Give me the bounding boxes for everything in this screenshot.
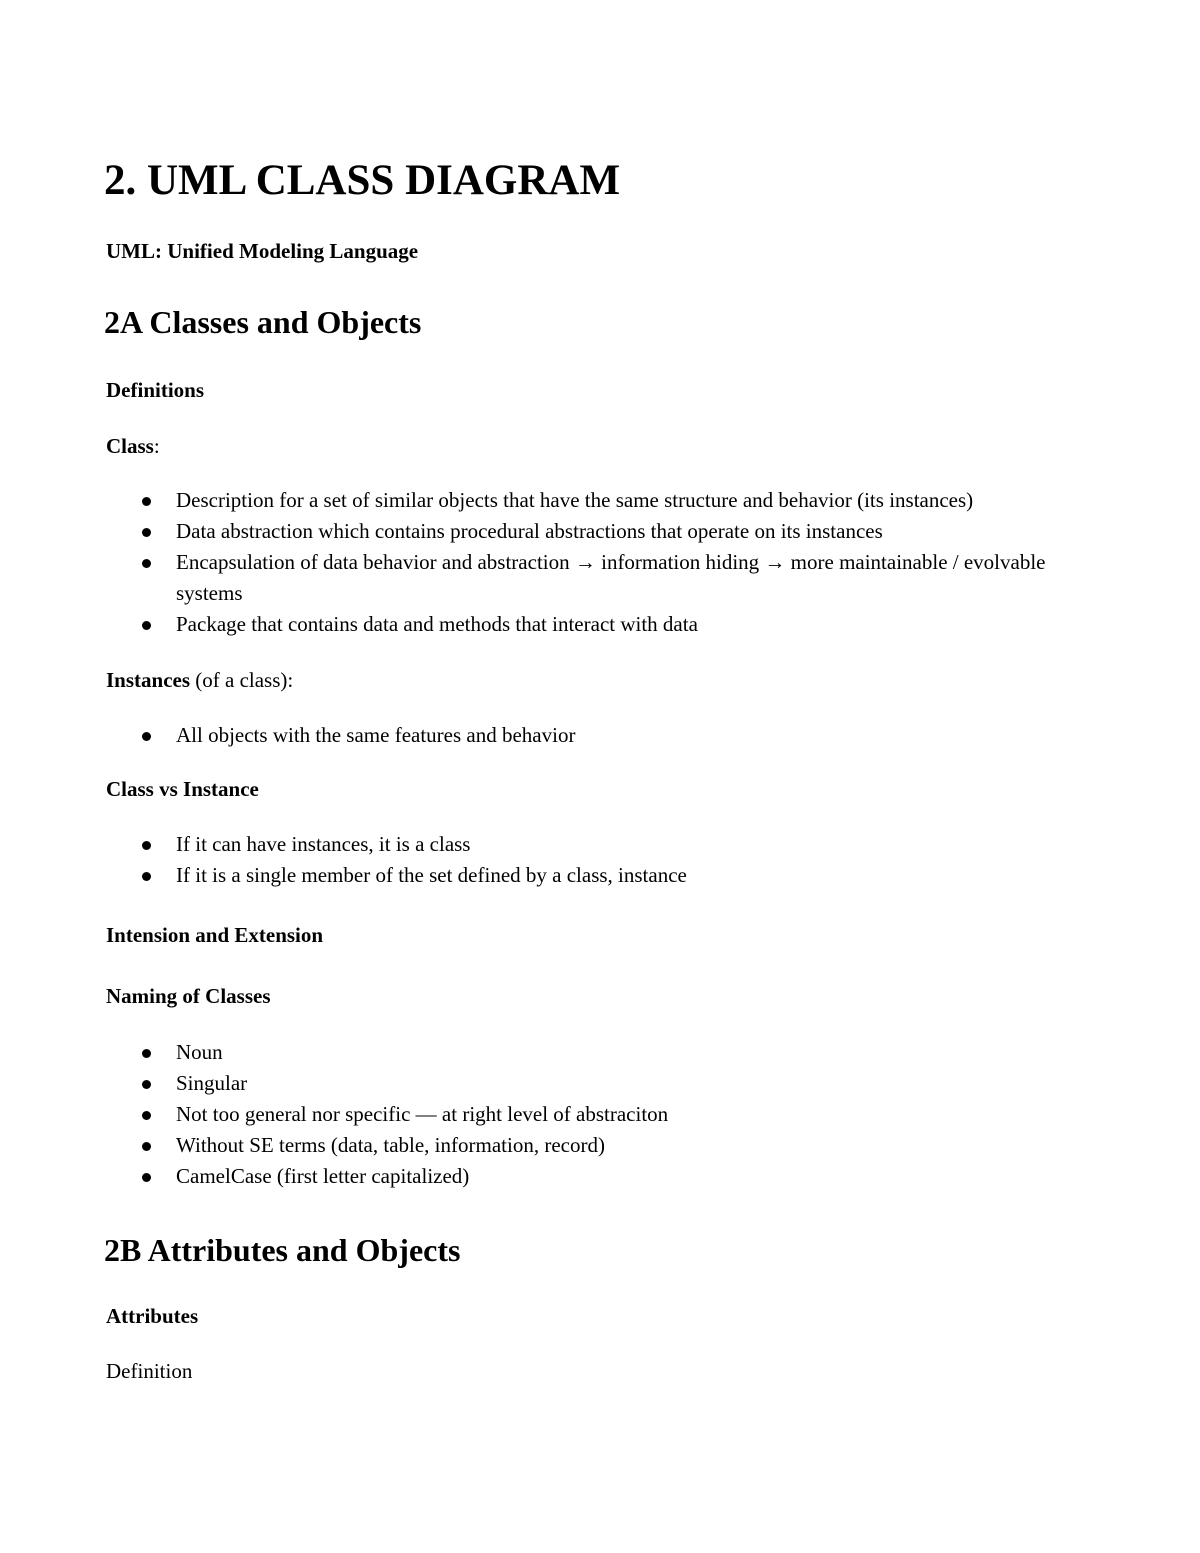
class-bullet-list (140, 485, 1076, 640)
definition-label: Definition (106, 1359, 193, 1383)
class-vs-instance-bullet-list (140, 829, 1076, 891)
list-item: Package that contains data and methods that interact with data (140, 609, 1076, 640)
bullet-icon (142, 1080, 151, 1089)
list-item: Encapsulation of data behavior and abstraction → information hiding → more maintainable / evolvable systems (140, 547, 1056, 609)
bullet-icon (142, 497, 151, 506)
section-2b-heading: 2B Attributes and Objects (104, 1232, 461, 1268)
instances-suffix: (of a class): (190, 668, 294, 692)
bullet-icon (142, 559, 151, 568)
bullet-icon (142, 732, 151, 741)
definitions-heading: Definitions (106, 378, 205, 402)
bullet-icon (142, 1173, 151, 1182)
list-item: CamelCase (first letter capitalized) (140, 1161, 1076, 1192)
class-label-line (106, 433, 160, 459)
bullet-icon (142, 621, 151, 630)
naming-bullet-list (140, 1037, 1076, 1192)
list-item: Description for a set of similar objects that have the same structure and behavior (its instances) (140, 485, 1076, 516)
list-item: Not too general nor specific — at right level of abstraciton (140, 1099, 1076, 1130)
bullet-icon (142, 1049, 151, 1058)
list-item: All objects with the same features and behavior (140, 720, 1076, 751)
bullet-icon (142, 1142, 151, 1151)
page-title: 2. UML CLASS DIAGRAM (104, 157, 621, 204)
class-colon: : (153, 434, 160, 458)
uml-label: UML: (106, 239, 162, 263)
attributes-heading: Attributes (106, 1304, 199, 1328)
intension-heading: Intension and Extension (106, 923, 324, 947)
naming-heading: Naming of Classes (106, 984, 271, 1008)
list-item: If it can have instances, it is a class (140, 829, 1076, 860)
list-item: Data abstraction which contains procedural abstractions that operate on its instances (140, 516, 1076, 547)
uml-subtitle (106, 238, 418, 264)
list-item: If it is a single member of the set defined by a class, instance (140, 860, 1076, 891)
bullet-icon (142, 528, 151, 537)
uml-expansion: Unified Modeling Language (167, 239, 419, 263)
bullet-icon (142, 872, 151, 881)
list-item: Without SE terms (data, table, information, record) (140, 1130, 1076, 1161)
list-item: Singular (140, 1068, 1076, 1099)
class-vs-instance-heading: Class vs Instance (106, 777, 259, 801)
list-item: Noun (140, 1037, 1076, 1068)
section-2a-heading: 2A Classes and Objects (104, 304, 422, 340)
instances-bullet-list (140, 720, 1076, 751)
instances-label: Instances (106, 668, 191, 692)
bullet-icon (142, 841, 151, 850)
class-label: Class (106, 434, 154, 458)
instances-label-line (106, 667, 293, 693)
bullet-icon (142, 1111, 151, 1120)
